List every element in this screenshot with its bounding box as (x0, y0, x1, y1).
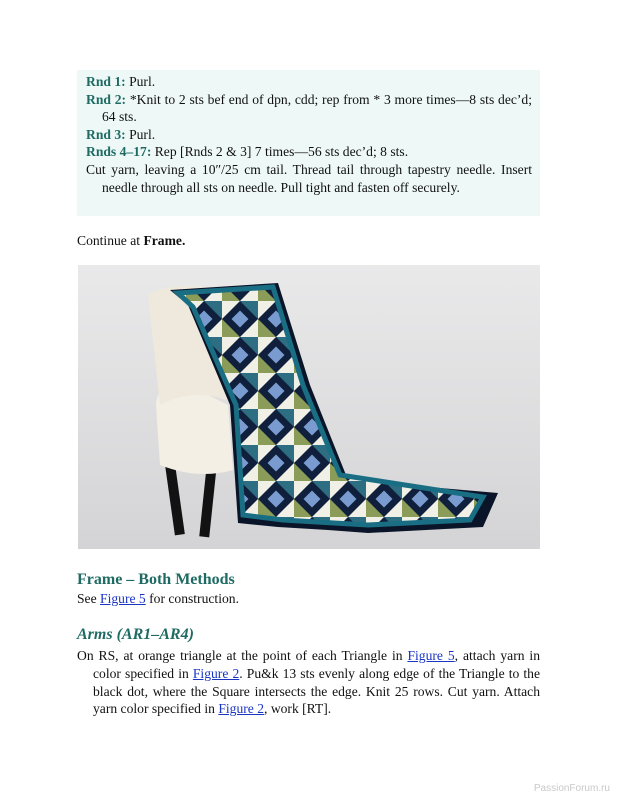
continue-prefix: Continue at (77, 233, 144, 248)
round-label: Rnd 1: (86, 74, 126, 89)
figure-5-link[interactable]: Figure 5 (407, 648, 455, 663)
figure-2-link[interactable]: Figure 2 (218, 701, 265, 717)
rounds-instruction-box (77, 70, 540, 216)
watermark: PassionForum.ru (533, 783, 610, 794)
arms-text-2: , attach yarn in color specified in (93, 648, 541, 681)
frame-see-text: See (77, 591, 101, 606)
finishing-text: Cut yarn, leaving a 10″/25 cm tail. Thread tail through tapestry needle. Insert needle through all sts on needle. Pull tight and fasten off securely. (86, 161, 532, 195)
finishing-line (86, 161, 532, 196)
arms-text-4: , work [RT]. (264, 701, 332, 717)
round-1-line (86, 73, 532, 91)
frame-instruction (77, 591, 239, 607)
round-text: *Knit to 2 sts bef end of dpn, cdd; rep from * 3 more times—8 sts dec’d; 64 sts. (102, 91, 532, 125)
round-text: Purl. (125, 126, 156, 142)
round-label: Rnd 2: (86, 91, 127, 107)
arms-text-3: . Pu&k 13 sts evenly along edge of the Triangle to the black dot, where the Square intersects the edge. Knit 25 rows. Cut yarn. Attach yarn color specified in (93, 665, 540, 717)
round-label: Rnds 4–17: (86, 144, 152, 160)
rounds-4-17-line (86, 143, 532, 161)
figure-5-link[interactable]: Figure 5 (100, 591, 146, 606)
frame-section-heading: Frame – Both Methods (77, 571, 235, 588)
arms-text-1: On RS, at orange triangle at the point of each Triangle in (77, 648, 408, 663)
round-3-line (86, 126, 532, 144)
round-2-line (86, 91, 532, 126)
figure-2-link[interactable]: Figure 2 (192, 665, 240, 681)
round-text: Purl. (125, 74, 156, 89)
round-text: Rep [Rnds 2 & 3] 7 times—56 sts dec’d; 8 sts. (151, 144, 409, 160)
continue-frame-reference: Frame. (143, 233, 186, 248)
photo-illustration (78, 265, 540, 549)
arms-section-heading: Arms (AR1–AR4) (77, 626, 194, 643)
arms-instruction (77, 647, 540, 718)
frame-suffix-text: for construction. (145, 591, 239, 606)
blanket-chair-photo (78, 265, 540, 549)
continue-note (77, 233, 185, 249)
round-label: Rnd 3: (86, 126, 126, 142)
